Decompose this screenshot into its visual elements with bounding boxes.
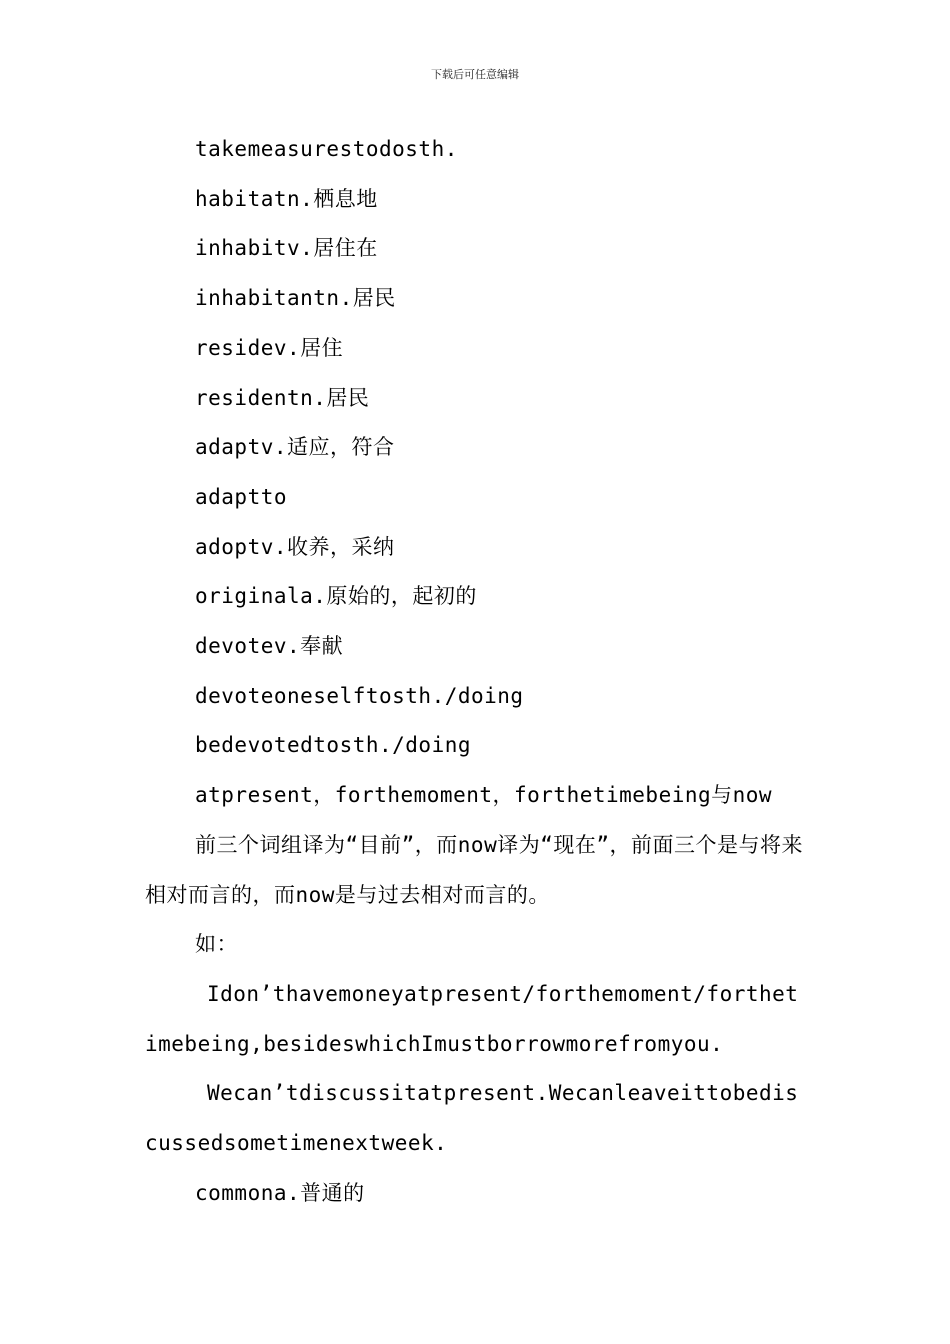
- vocab-line: adaptv.适应，符合: [195, 435, 395, 460]
- vocab-line: inhabitantn.居民: [195, 286, 396, 311]
- vocab-line: takemeasurestodosth.: [195, 137, 458, 161]
- vocab-line: adoptv.收养，采纳: [195, 534, 395, 559]
- vocab-line: residentn.居民: [195, 385, 370, 410]
- document-body: [145, 125, 810, 1218]
- example-sentence-text: Idon’thavemoneyatpresent/forthemoment/forthetimebeing,besideswhichImustborrowmorefromyou.: [145, 981, 799, 1056]
- example-sentence-1: [145, 970, 810, 1069]
- vocab-line: residev.居住: [195, 335, 344, 360]
- vocab-line: atpresent，forthemoment，forthetimebeing与now: [195, 783, 773, 808]
- vocab-line: adaptto: [195, 484, 288, 509]
- vocab-line: devotev.奉献: [195, 634, 344, 659]
- vocab-line: bedevotedtosth./doing: [195, 733, 472, 758]
- page-header: 下载后可任意编辑: [431, 68, 519, 81]
- example-label: 如：: [195, 932, 238, 957]
- vocab-line: originala.原始的，起初的: [195, 584, 477, 609]
- vocab-line: commona.普通的: [195, 1180, 365, 1205]
- translation-text: 前三个词组译为“目前”，而now译为“现在”，前面三个是与将来相对而言的，而now是与过去相对而言的。: [145, 832, 803, 907]
- vocab-line: inhabitv.居住在: [195, 236, 378, 261]
- vocab-line: devoteoneselftosth./doing: [195, 683, 524, 708]
- translation-paragraph: [145, 821, 810, 920]
- vocab-line: habitatn.栖息地: [195, 186, 378, 211]
- example-sentence-2: [145, 1069, 810, 1168]
- example-sentence-text: Wecan’tdiscussitatpresent.Wecanleaveittobediscussedsometimenextweek.: [145, 1081, 799, 1156]
